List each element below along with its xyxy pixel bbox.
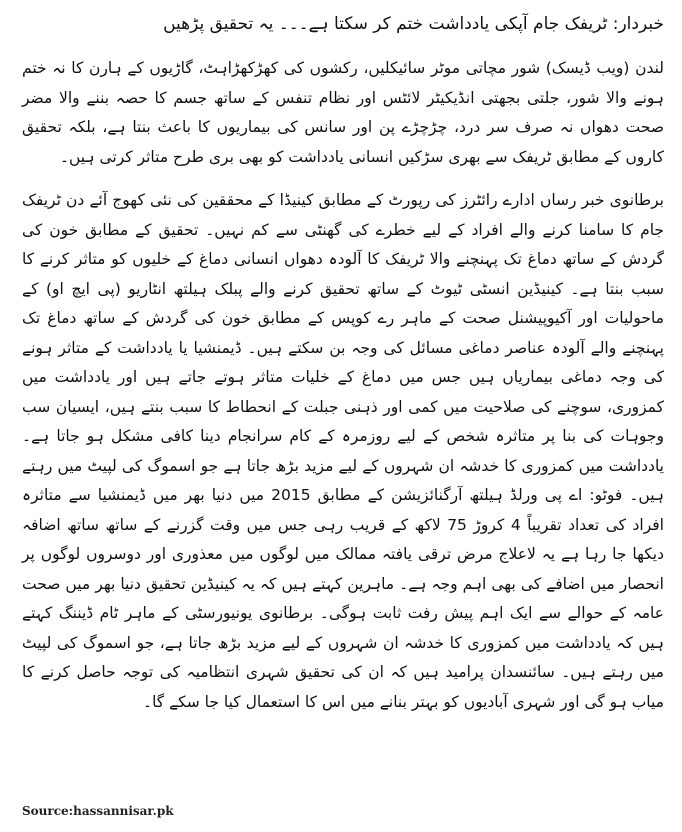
source-credit: Source:hassannisar.pk (22, 804, 174, 818)
article-paragraph-body: برطانوی خبر رساں ادارے رائٹرز کی رپورٹ کے مطابق کینیڈا کے محققین کی نئی کھوج آئے دن ٹریفک جام کا سامنا کرنے والے افراد کے لیے خطرے کی گھنٹی سے کم نہیں۔ تحقیق کے مطابق خون کی گردش کے ساتھ دماغ تک پہنچنے والا ٹریفک کا آلودہ دھواں انسانی دماغ کے خلیوں کو متاثر کرنے کا سبب بنتا ہے۔ کینیڈین انسٹی ٹیوٹ کے ساتھ تحقیق کرنے والے پبلک ہیلتھ انٹاریو (پی ایچ او) کے ماحولیات اور آکیوپیشنل صحت کے ماہر رے کوپس کے مطابق خون کی گردش کے ساتھ دماغ تک پہنچنے والے آلودہ عناصر دماغی مسائل کی وجہ بن سکتے ہیں۔ ڈیمنشیا یا یادداشت کے متاثر ہونے کی وجہ دماغی بیماریاں ہیں جس میں دماغ کے خلیات متاثر ہوتے جاتے ہیں اور یادداشت میں کمزوری، سوچنے کی صلاحیت میں کمی اور ذہنی جبلت کے انحطاط کا سبب بنتے ہیں، ایسیان سب وجوہات کی بنا پر متاثرہ شخص کے لیے روزمرہ کے کام سرانجام دینا کافی مشکل ہو جاتا ہے۔ یادداشت میں کمزوری کا خدشہ ان شہروں کے لیے مزید بڑھ جاتا ہے جو اسموگ کی لپیٹ میں رہتے ہیں۔ فوٹو: اے پی ورلڈ ہیلتھ آرگنائزیشن کے مطابق 2015 میں دنیا بھر میں ڈیمنشیا سے متاثرہ افراد کی تعداد تقریباً 4 کروڑ 75 لاکھ کے قریب رہی جس میں وقت گزرنے کے ساتھ ساتھ اضافہ دیکھا جا رہا ہے یہ لاعلاج مرض ترقی یافتہ ممالک میں لوگوں میں معذوری اور دوسروں لوگوں پر انحصار میں اضافے کی بھی اہم وجہ ہے۔ ماہرین کہتے ہیں کہ یہ کینیڈین تحقیق دنیا بھر میں صحت عامہ کے حوالے سے ایک اہم پیش رفت ثابت ہوگی۔ برطانوی یونیورسٹی کے ماہر ٹام ڈیننگ کہتے ہیں کہ یادداشت میں کمزوری کا خدشہ ان شہروں کے لیے مزید بڑھ جاتا ہے، جو اسموگ کی لپیٹ میں رہتے ہیں۔ سائنسدان پرامید ہیں کہ ان کی تحقیق شہری انتظامیہ کی توجہ حاصل کرنے کا میاب ہو گی اور شہری آبادیوں کو بہتر بنانے میں اس کا استعمال کیا جا سکے گا۔ (22, 191, 664, 711)
article-paragraph-intro: لندن (ویب ڈیسک) شور مچاتی موٹر سائیکلیں، رکشوں کی کھڑکھڑاہٹ، گاڑیوں کے ہارن کا نہ ختم ہونے والا شور، جلتی بجھتی انڈیکیٹر لائٹس اور نظام تنفس کے ساتھ جسم کا حصہ بننے والا مضر صحت دھواں نہ صرف سر درد، چڑچڑے پن اور سانس کی بیماریوں کا باعث بنتا ہے، بلکہ تحقیق کاروں کے مطابق ٹریفک سے بھری سڑکیں انسانی یادداشت کو بھی بری طرح متاثر کرتی ہیں۔ (22, 59, 664, 166)
article-headline: خبردار: ٹریفک جام آپکی یادداشت ختم کر سکتا ہے۔۔۔ یہ تحقیق پڑھیں (163, 14, 664, 34)
